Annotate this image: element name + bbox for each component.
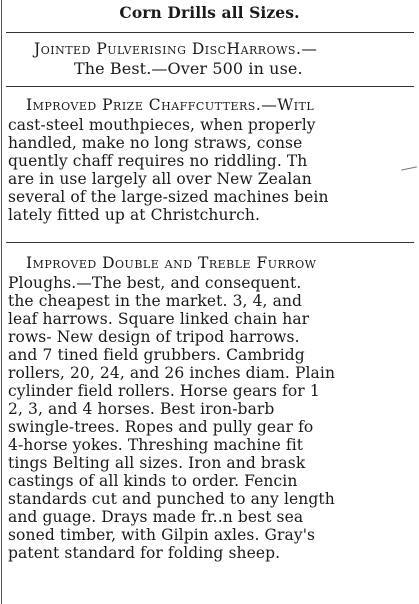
- ploughs-line: 2, 3, and 4 horses. Best iron-barb: [8, 400, 275, 418]
- ploughs-line: Ploughs.—The best, and consequent.: [8, 274, 302, 292]
- ploughs-line: tings Belting all sizes. Iron and brask: [8, 454, 306, 472]
- disc-harrows-heading: Jointed Pulverising DiscHarrows.—: [34, 40, 318, 58]
- ploughs-line: swingle-trees. Ropes and pully gear fo: [8, 418, 314, 436]
- chaffcutters-line: quently chaff requires no riddling. Th: [8, 152, 308, 170]
- chaffcutters-line: cast-steel mouthpieces, when properly: [8, 116, 316, 134]
- corn-drills-line: Corn Drills all Sizes.: [119, 3, 300, 22]
- section-divider: [6, 32, 414, 33]
- chaffcutters-line: several of the large-sized machines bein: [8, 188, 329, 206]
- ploughs-line: soned timber, with Gilpin axles. Gray's: [8, 526, 316, 544]
- disc-harrows-text: The Best.—Over 500 in use.: [74, 59, 303, 78]
- ploughs-line: cylinder field rollers. Horse gears for 1: [8, 382, 320, 400]
- ploughs-line: and 7 tined field grubbers. Cambridg: [8, 346, 305, 364]
- chaffcutters-line: handled, make no long straws, conse: [8, 134, 303, 152]
- chaffcutters-heading: Improved Prize Chaffcutters.—Witl: [26, 96, 315, 114]
- ploughs-line: patent standard for folding sheep.: [8, 544, 281, 562]
- section-divider: [6, 86, 414, 87]
- chaffcutters-line: are in use largely all over New Zealan: [8, 170, 312, 188]
- ploughs-line: leaf harrows. Square linked chain har: [8, 310, 310, 328]
- margin-mark: [401, 166, 417, 170]
- ploughs-line: and guage. Drays made fr..n best sea: [8, 508, 304, 526]
- ploughs-line: rows- New design of tripod harrows.: [8, 328, 300, 346]
- ploughs-heading: Improved Double and Treble Furrow: [26, 254, 317, 272]
- ploughs-line: rollers, 20, 24, and 26 inches diam. Plain: [8, 364, 336, 382]
- ploughs-line: standards cut and punched to any length: [8, 490, 335, 508]
- ploughs-line: 4-horse yokes. Threshing machine fit: [8, 436, 304, 454]
- section-divider: [6, 242, 414, 243]
- ploughs-line: castings of all kinds to order. Fencin: [8, 472, 298, 490]
- column-rule: [1, 0, 2, 604]
- chaffcutters-line: lately fitted up at Christchurch.: [8, 206, 260, 224]
- ploughs-line: the cheapest in the market. 3, 4, and: [8, 292, 303, 310]
